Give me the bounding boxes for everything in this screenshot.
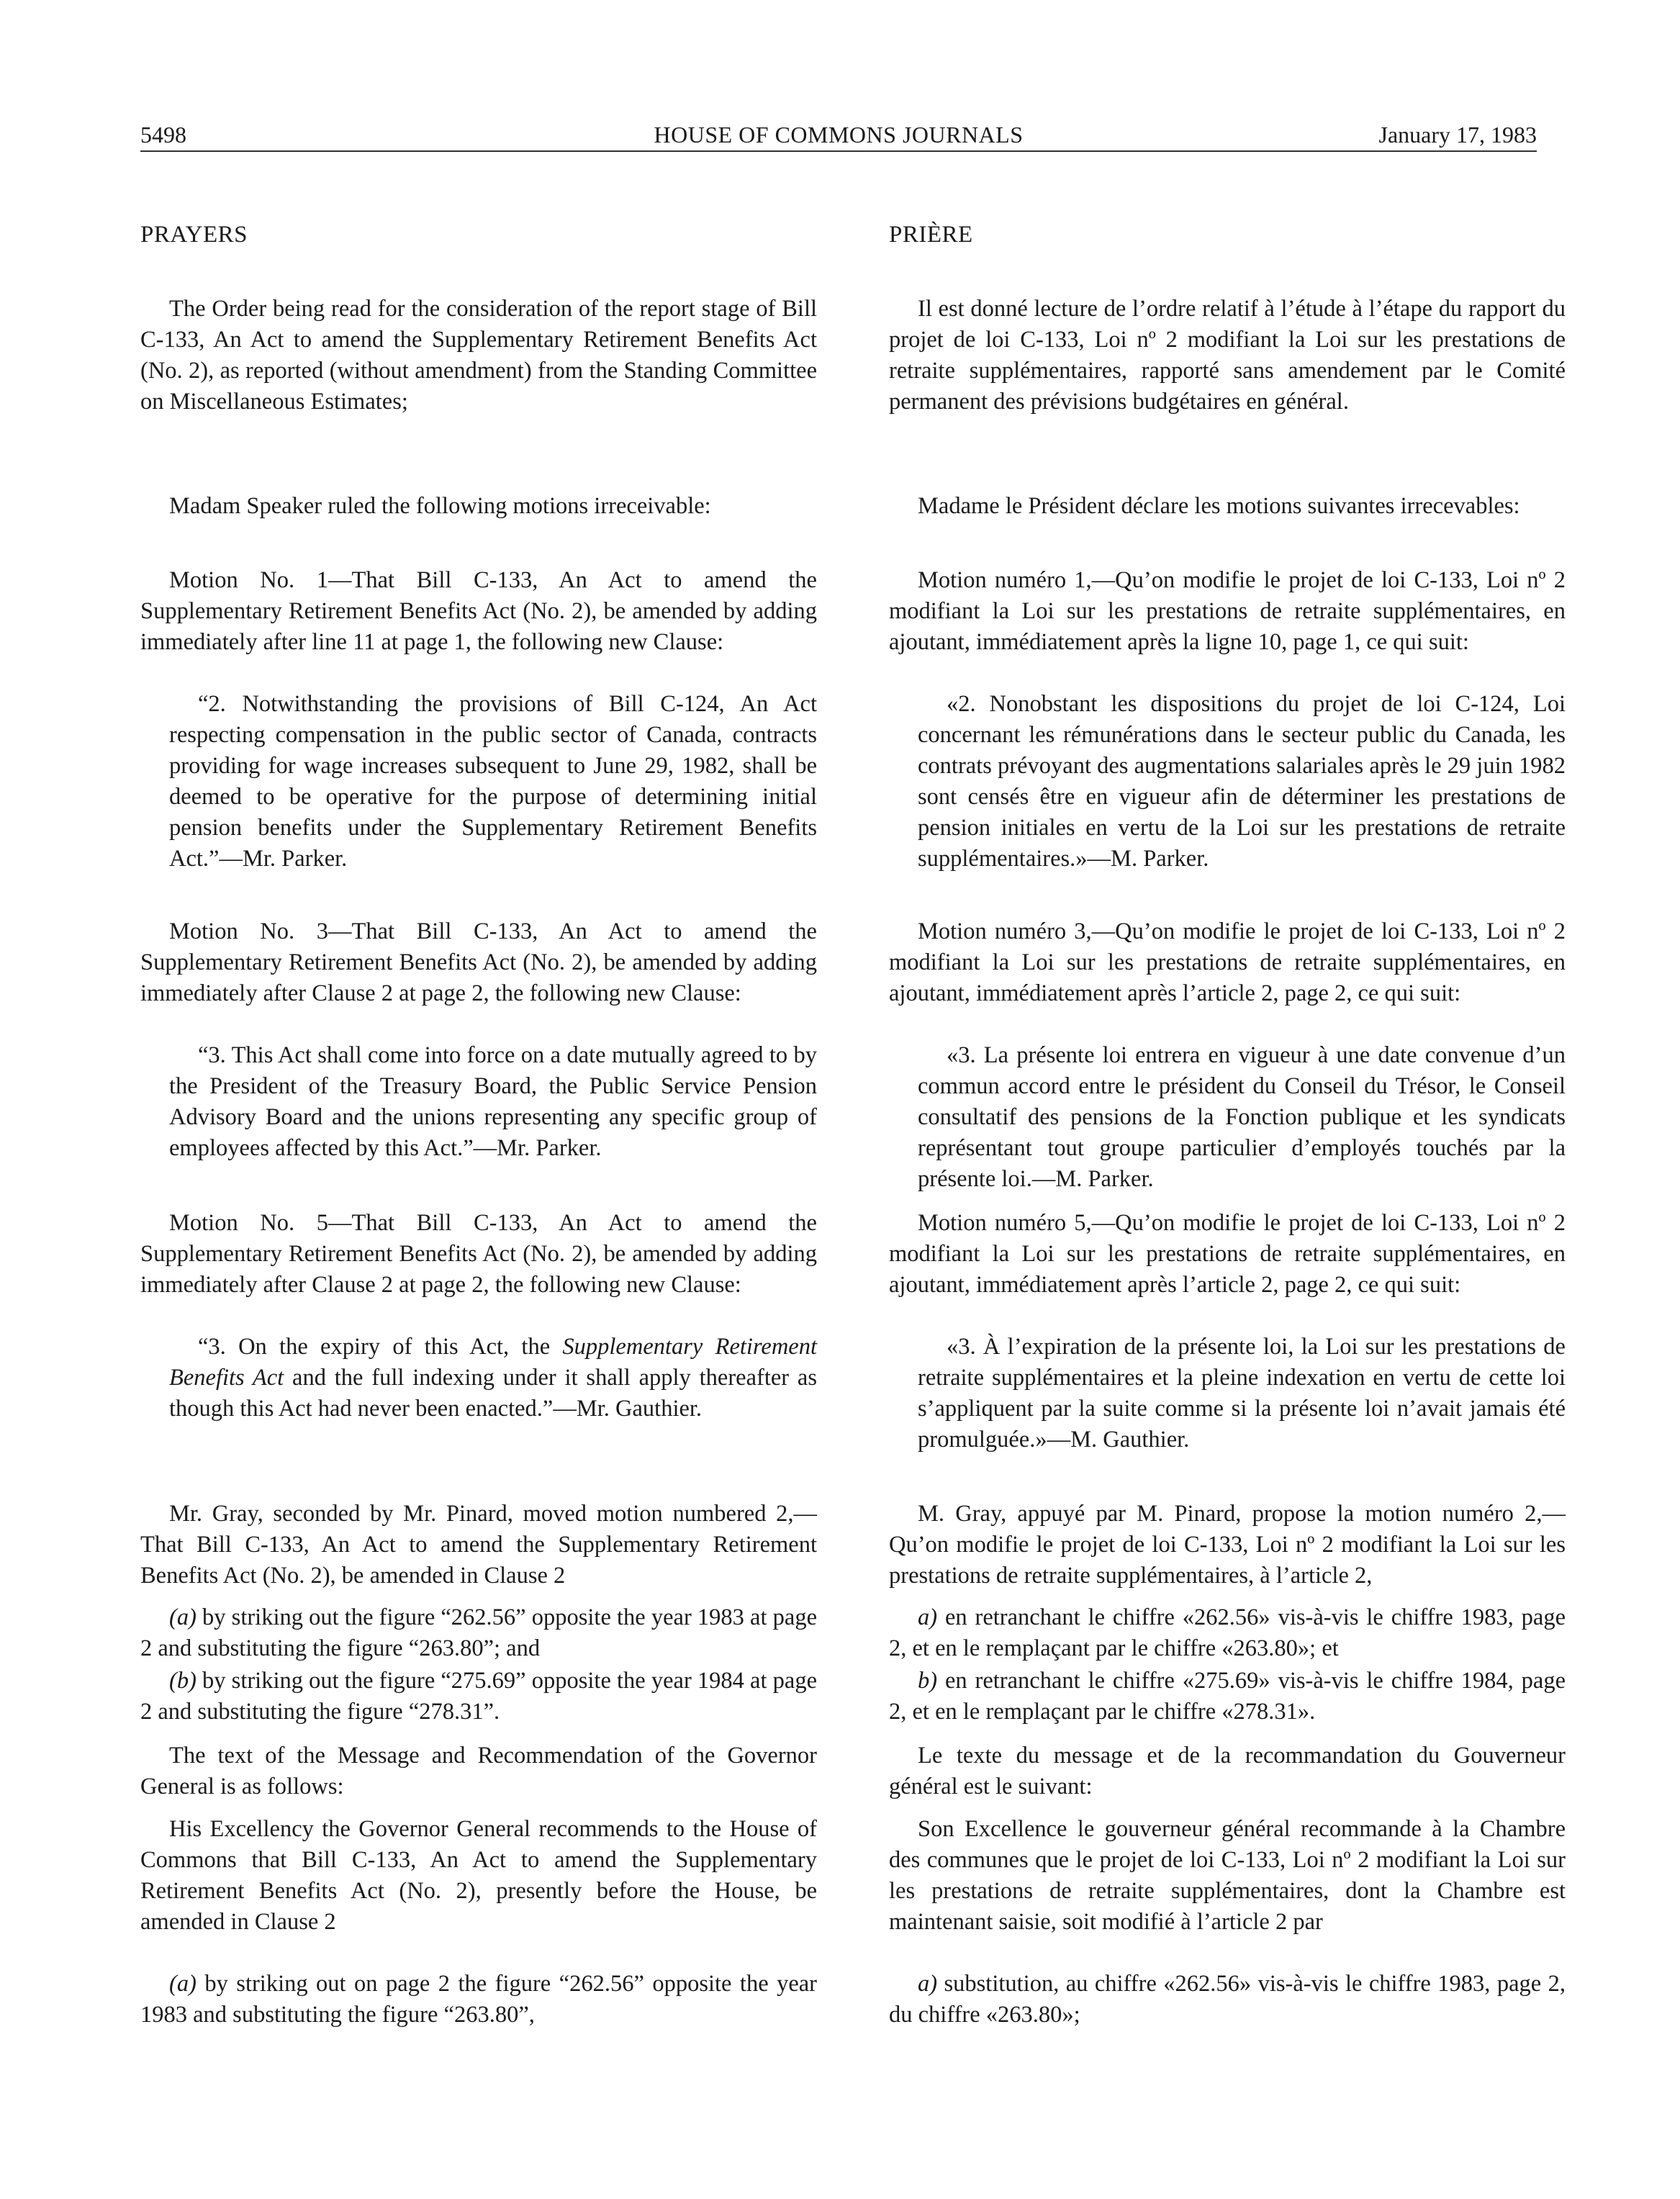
message-intro: The text of the Message and Recommendation of the Governor General is as follows: <box>140 1743 817 1800</box>
item-a-label-fr: a) <box>918 1604 938 1630</box>
speaker-ruling-fr: Madame le Président déclare les motions suivantes irrecevables: <box>918 493 1520 519</box>
recommendation-a: (a) by striking out on page 2 the figure “262.56” opposite the year 1983 and substituting the figure “263.80”, <box>140 1971 817 2028</box>
motion-5-text-fr: «3. À l’expiration de la présente loi, la Loi sur les prestations de retraite supplémentaires et la pleine indexation en vertu de cette loi s’appliquent par la suite comme si la présente loi n’avait jamais été promulguée.»—M. Gauthier. <box>918 1334 1566 1453</box>
page-number: 5498 <box>140 122 186 148</box>
heading-priere: PRIÈRE <box>889 222 973 248</box>
journal-title: HOUSE OF COMMONS JOURNALS <box>654 122 1024 148</box>
item-b-label: (b) <box>169 1668 197 1694</box>
motion-5: Motion No. 5—That Bill C-133, An Act to amend the Supplementary Retirement Benefits Act (No. 2), be amended by adding immediately after Clause 2 at page 2, the following new Clause: <box>140 1210 817 1298</box>
motion-1-text: “2. Notwithstanding the provisions of Bill C-124, An Act respecting compensation in the public sector of Canada, contracts providing for wage increases subsequent to June 29, 1982, shall be deemed to be operative for the purpose of determining initial pension benefits under the Supplementary Retirement Benefits Act.”—Mr. Parker. <box>169 691 817 872</box>
item-a: (a) by striking out the figure “262.56” opposite the year 1983 at page 2 and substituting the figure “263.80”; and <box>140 1604 817 1661</box>
motion-1: Motion No. 1—That Bill C-133, An Act to amend the Supplementary Retirement Benefits Act (No. 2), be amended by adding immediately after line 11 at page 1, the following new Clause: <box>140 567 817 655</box>
motion-5-text: “3. On the expiry of this Act, the Supplementary Retirement Benefits Act and the full indexing under it shall apply thereafter as though this Act had never been enacted.”—Mr. Gauthier. <box>169 1334 817 1422</box>
rec-a-label-fr: a) <box>918 1971 938 1997</box>
message-intro-fr: Le texte du message et de la recommandation du Gouverneur général est le suivant: <box>889 1743 1566 1800</box>
heading-prayers: PRAYERS <box>140 222 248 248</box>
speaker-ruling: Madam Speaker ruled the following motions irreceivable: <box>169 493 711 519</box>
item-b: (b) by striking out the figure “275.69” opposite the year 1984 at page 2 and substituting the figure “278.31”. <box>140 1668 817 1725</box>
gray-motion: Mr. Gray, seconded by Mr. Pinard, moved motion numbered 2,—That Bill C-133, An Act to amend the Supplementary Retirement Benefits Act (No. 2), be amended in Clause 2 <box>140 1501 817 1589</box>
gray-motion-fr: M. Gray, appuyé par M. Pinard, propose la motion numéro 2,—Qu’on modifie le projet de loi C-133, Loi nº 2 modifiant la Loi sur les prestations de retraite supplémentaires, à l’article 2, <box>889 1501 1566 1589</box>
recommendation-a-fr: a) substitution, au chiffre «262.56» vis-à-vis le chiffre 1983, page 2, du chiffre «263.80»; <box>889 1971 1566 2028</box>
motion-1-fr: Motion numéro 1,—Qu’on modifie le projet de loi C-133, Loi nº 2 modifiant la Loi sur les prestations de retraite supplémentaires, en ajoutant, immédiatement après la ligne 10, page 1, ce qui suit: <box>889 567 1566 655</box>
item-a-fr: a) en retranchant le chiffre «262.56» vis-à-vis le chiffre 1983, page 2, et en le remplaçant par le chiffre «263.80»; et <box>889 1604 1566 1661</box>
item-b-fr: b) en retranchant le chiffre «275.69» vis-à-vis le chiffre 1984, page 2, et en le remplaçant par le chiffre «278.31». <box>889 1668 1566 1725</box>
item-b-label-fr: b) <box>918 1668 938 1694</box>
page-header <box>140 119 1537 152</box>
motion-3-text: “3. This Act shall come into force on a date mutually agreed to by the President of the Treasury Board, the Public Service Pension Advisory Board and the unions representing any specific group of employees affected by this Act.”—Mr. Parker. <box>169 1042 817 1161</box>
motion-1-text-fr: «2. Nonobstant les dispositions du projet de loi C-124, Loi concernant les rémunérations dans le secteur public du Canada, les contrats prévoyant des augmentations salariales après le 29 juin 1982 sont censés être en vigueur afin de déterminer les prestations de pension initiales en vertu de la Loi sur les prestations de retraite supplémentaires.»—M. Parker. <box>918 691 1566 872</box>
journal-date: January 17, 1983 <box>1378 122 1537 148</box>
header-rule <box>140 150 1537 152</box>
order-read-paragraph: The Order being read for the consideration of the report stage of Bill C-133, An Act to amend the Supplementary Retirement Benefits Act (No. 2), as reported (without amendment) from the Standing Committee on Miscellaneous Estimates; <box>140 296 817 415</box>
journal-page <box>140 0 1566 2199</box>
act-title-italic: Supplementary Retirement Benefits Act <box>169 1334 817 1391</box>
motion-3-fr: Motion numéro 3,—Qu’on modifie le projet de loi C-133, Loi nº 2 modifiant la Loi sur les prestations de retraite supplémentaires, en ajoutant, immédiatement après l’article 2, page 2, ce qui suit: <box>889 918 1566 1006</box>
item-a-label: (a) <box>169 1604 197 1630</box>
motion-3: Motion No. 3—That Bill C-133, An Act to amend the Supplementary Retirement Benefits Act (No. 2), be amended by adding immediately after Clause 2 at page 2, the following new Clause: <box>140 918 817 1006</box>
order-read-paragraph-fr: Il est donné lecture de l’ordre relatif à l’étude à l’étape du rapport du projet de loi C-133, Loi nº 2 modifiant la Loi sur les prestations de retraite supplémentaires, rapporté sans amendement par le Comité permanent des prévisions budgétaires en général. <box>889 296 1566 415</box>
recommendation-fr: Son Excellence le gouverneur général recommande à la Chambre des communes que le projet de loi C-133, Loi nº 2 modifiant la Loi sur les prestations de retraite supplémentaires, dont la Chambre est maintenant saisie, soit modifié à l’article 2 par <box>889 1816 1566 1935</box>
rec-a-label: (a) <box>169 1971 197 1997</box>
motion-5-fr: Motion numéro 5,—Qu’on modifie le projet de loi C-133, Loi nº 2 modifiant la Loi sur les prestations de retraite supplémentaires, en ajoutant, immédiatement après l’article 2, page 2, ce qui suit: <box>889 1210 1566 1298</box>
recommendation: His Excellency the Governor General recommends to the House of Commons that Bill C-133, An Act to amend the Supplementary Retirement Benefits Act (No. 2), presently before the House, be amended in Clause 2 <box>140 1816 817 1935</box>
motion-3-text-fr: «3. La présente loi entrera en vigueur à une date convenue d’un commun accord entre le président du Conseil du Trésor, le Conseil consultatif des pensions de la Fonction publique et les syndicats représentant tout groupe particulier d’employés touchés par la présente loi.—M. Parker. <box>918 1042 1566 1192</box>
